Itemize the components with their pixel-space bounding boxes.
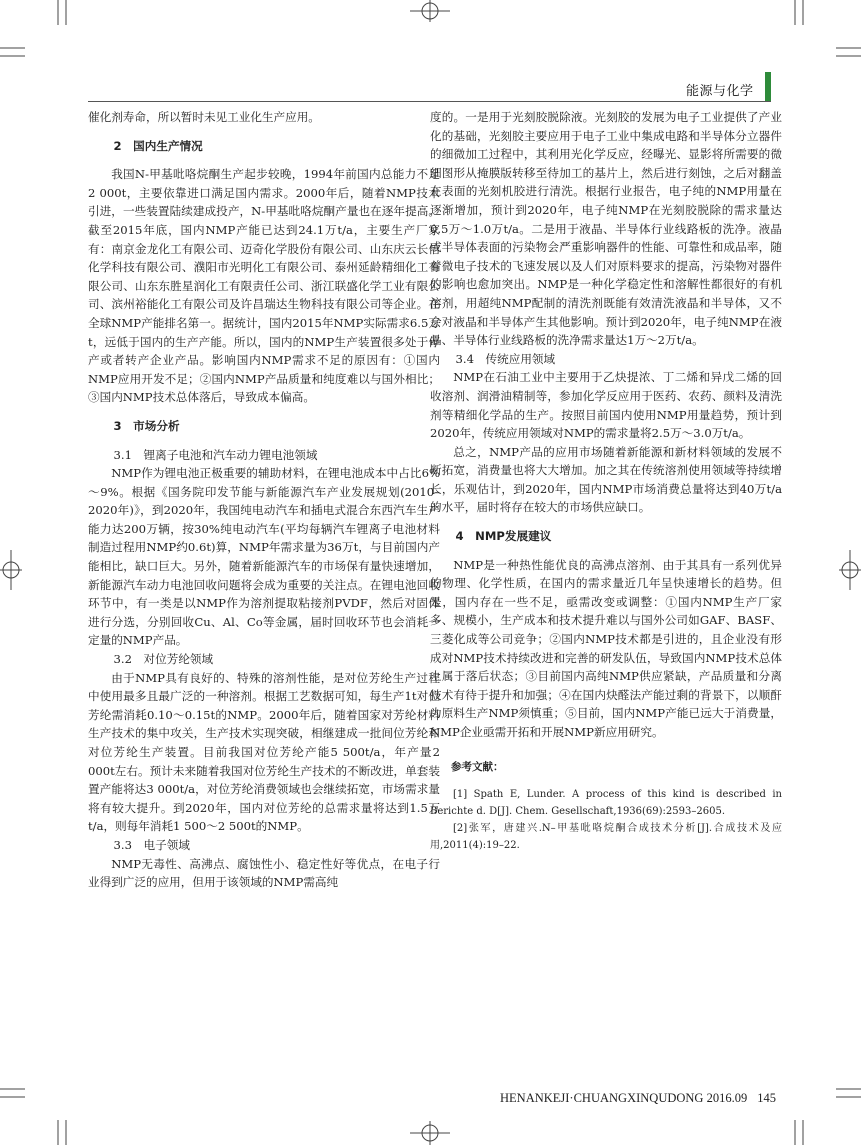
continued-text: 度的。一是用于光刻胶脱除液。光刻胶的发展为电子工业提供了产业化的基础，光刻胶主要应用于电子工业中集成电路和半导体分立器件的细微加工过程中，其利用光化学反应，经曝光、显影将所需要的微细图形从掩膜版转移至待加工的基片上，然后进行刻蚀，之后对翻盖在表面的光刻机胶进行清洗。根据行业报告，电子纯的NMP用量在逐渐增加，预计到2020年，电子纯NMP在光刻胶脱除的需求量达0.5万～1.0万t/a。二是用于液晶、半导体行业线路板的洗净。液晶或半导体表面的污染物会严重影响器件的性能、可靠性和成品率，随着微电子技术的飞速发展以及人们对原料要求的提高，污染物对器件的影响也愈加突出。NMP是一种化学稳定性和溶解性都很好的有机溶剂，用超纯NMP配制的清洗剂既能有效清洗液晶和半导体，又不会对液晶和半导体产生其他影响。预计到2020年，电子纯NMP在液晶、半导体行业线路板的洗净需求量达1万～2万t/a。 bbox=[430, 110, 782, 348]
subsection-heading: 3.2 对位芳纶领域 bbox=[113, 652, 214, 667]
subsection-heading: 3.4 传统应用领域 bbox=[455, 351, 556, 366]
page-footer bbox=[500, 1091, 776, 1106]
crop-marks-bottom-left bbox=[0, 1085, 70, 1145]
page-number: 145 bbox=[757, 1091, 776, 1105]
reference-entry: [2]张军，唐建兴.N–甲基吡咯烷酮合成技术分析[J].合成技术及应用,2011(4):19–22. bbox=[430, 823, 782, 852]
section-header-accent-bar bbox=[765, 72, 771, 102]
section-heading: 2 国内生产情况 bbox=[113, 138, 203, 153]
body-paragraph: 总之，NMP产品的应用市场随着新能源和新材料领域的发展不断拓宽，消费量也将大大增加。加之其在传统溶剂使用领域等持续增长，乐观估计，到2020年，国内NMP市场消费总量将达到40万t/a的水平，届时将存在较大的市场供应缺口。 bbox=[430, 444, 782, 515]
section-heading: 3 市场分析 bbox=[113, 418, 180, 433]
crop-marks-top-right bbox=[791, 0, 861, 60]
right-column bbox=[430, 108, 782, 854]
registration-mark-bottom bbox=[410, 1121, 450, 1145]
journal-footer: HENANKEJI·CHUANGXINQUDONG 2016.09 bbox=[500, 1091, 748, 1105]
section-header-title: 能源与化学 bbox=[686, 84, 754, 99]
section-heading: 4 NMP发展建议 bbox=[455, 529, 552, 544]
crop-marks-bottom-right bbox=[791, 1085, 861, 1145]
body-paragraph: NMP在石油工业中主要用于乙炔提浓、丁二烯和异戊二烯的回收溶剂、润滑油精制等，参加化学反应用于医药、农药、颜料及清洗剂等精细化学品的生产。按照目前国内使用NMP用量趋势，预计到2020年，传统应用领域对NMP的需求量将2.5万～3.0万t/a。 bbox=[430, 370, 782, 441]
body-paragraph: 由于NMP具有良好的、特殊的溶剂性能，是对位芳纶生产过程中使用最多且最广泛的一种溶剂。根据工艺数据可知，每生产1t对位芳纶需消耗0.10～0.15t的NMP。2000年后，随着国家对芳纶材料生产技术的集中攻关，生产技术实现突破，相继建成一批间位芳纶和对位芳纶生产装置。目前我国对位芳纶产能5 500t/a，年产量2 000t左右。预计未来随着我国对位芳纶生产技术的不断改进，单套装置产能将达3 000t/a，对位芳纶消费领域也会继续拓宽，市场需求量将有较大提升。到2020年，国内对位芳纶的总需求量将达到1.5万t/a，则每年消耗1 500～2 500t的NMP。 bbox=[88, 670, 440, 834]
body-paragraph: NMP无毒性、高沸点、腐蚀性小、稳定性好等优点，在电子行业得到广泛的应用，但用于该领域的NMP需高纯 bbox=[88, 856, 440, 890]
reference-entry: [1] Spath E, Lunder. A process of this kind is described in Berichte d. D[J]. Chem. Gesellschaft,1936(69):2593–2605. bbox=[430, 789, 782, 818]
subsection-heading: 3.1 锂离子电池和汽车动力锂电池领域 bbox=[113, 447, 318, 462]
crop-marks-top-left bbox=[0, 0, 70, 60]
registration-mark-left bbox=[0, 550, 22, 590]
left-column bbox=[88, 108, 440, 892]
references-heading: 参考文献： bbox=[451, 760, 504, 773]
continued-text: 催化剂寿命，所以暂时未见工业化生产应用。 bbox=[88, 110, 320, 124]
registration-mark-right bbox=[839, 550, 861, 590]
registration-mark-top bbox=[410, 0, 450, 22]
subsection-heading: 3.3 电子领域 bbox=[113, 837, 190, 852]
body-paragraph: NMP是一种热性能优良的高沸点溶剂、由于其具有一系列优异的物理、化学性质，在国内的需求量近几年呈快速增长的趋势。但是，国内存在一些不足，亟需改变或调整：①国内NMP生产厂家多、规模小，生产成本和技术提升难以与国外公司如GAF、BASF、三菱化成等公司竞争；②国内NMP技术都是引进的，且企业没有形成对NMP技术持续改进和完善的研发队伍，导致国内NMP技术总体上属于落后状态；③目前国内高纯NMP供应紧缺，产品质量和分离技术有待于提升和加强；④在国内炔醛法产能过剩的背景下，以顺酐为原料生产NMP须慎重；⑤目前，国内NMP产能已远大于消费量，NMP企业亟需开拓和开展NMP新应用研究。 bbox=[430, 557, 782, 739]
body-paragraph: NMP作为锂电池正极重要的辅助材料，在锂电池成本中占比6%～9%。根据《国务院印发节能与新能源汽车产业发展规划(2010–2020年)》，到2020年，我国纯电动汽车和插电式混合东西汽车生产能力达200万辆，按30%纯电动汽车(平均每辆汽车锂离子电池材料制造过程用NMP约0.6t)算，NMP年需求量为36万t，与目前国内产能相比，缺口巨大。另外，随着新能源汽车的市场保有量快速增加，新能源汽车动力电池回收问题将会成为重要的关注点。在锂电池回收环节中，有一类是以NMP作为溶剂提取粘接剂PVDF，然后对固体进行分选，分别回收Cu、Al、Co等金属，届时回收环节也会消耗一定量的NMP产品。 bbox=[88, 466, 440, 648]
body-paragraph: 我国N-甲基吡咯烷酮生产起步较晚，1994年前国内总能力不足2 000t，主要依靠进口满足国内需求。2000年后，随着NMP技术引进，一些装置陆续建成投产，N-甲基吡咯烷酮产量也在逐年提高。截至2015年底，国内NMP产能已达到24.1万t/a，主要生产厂家有：南京金龙化工有限公司、迈奇化学股份有限公司、山东庆云长信化学科技有限公司、濮阳市光明化工有限公司、泰州延龄精细化工有限公司、山东东胜星润化工有限责任公司、浙江联盛化学工业有限公司、滨州裕能化工有限公司及许昌瑞达生物科技有限公司等企业。在全球NMP产能排名第一。据统计，国内2015年NMP实际需求6.5万t，远低于国内的生产产能。所以，国内的NMP生产装置很多处于停产或者转产企业产品。影响国内NMP需求不足的原因有：①国内NMP应用开发不足；②国内NMP产品质量和纯度难以与国外相比；③国内NMP技术总体落后，导致成本偏高。 bbox=[88, 167, 440, 405]
header-rule bbox=[88, 101, 771, 102]
